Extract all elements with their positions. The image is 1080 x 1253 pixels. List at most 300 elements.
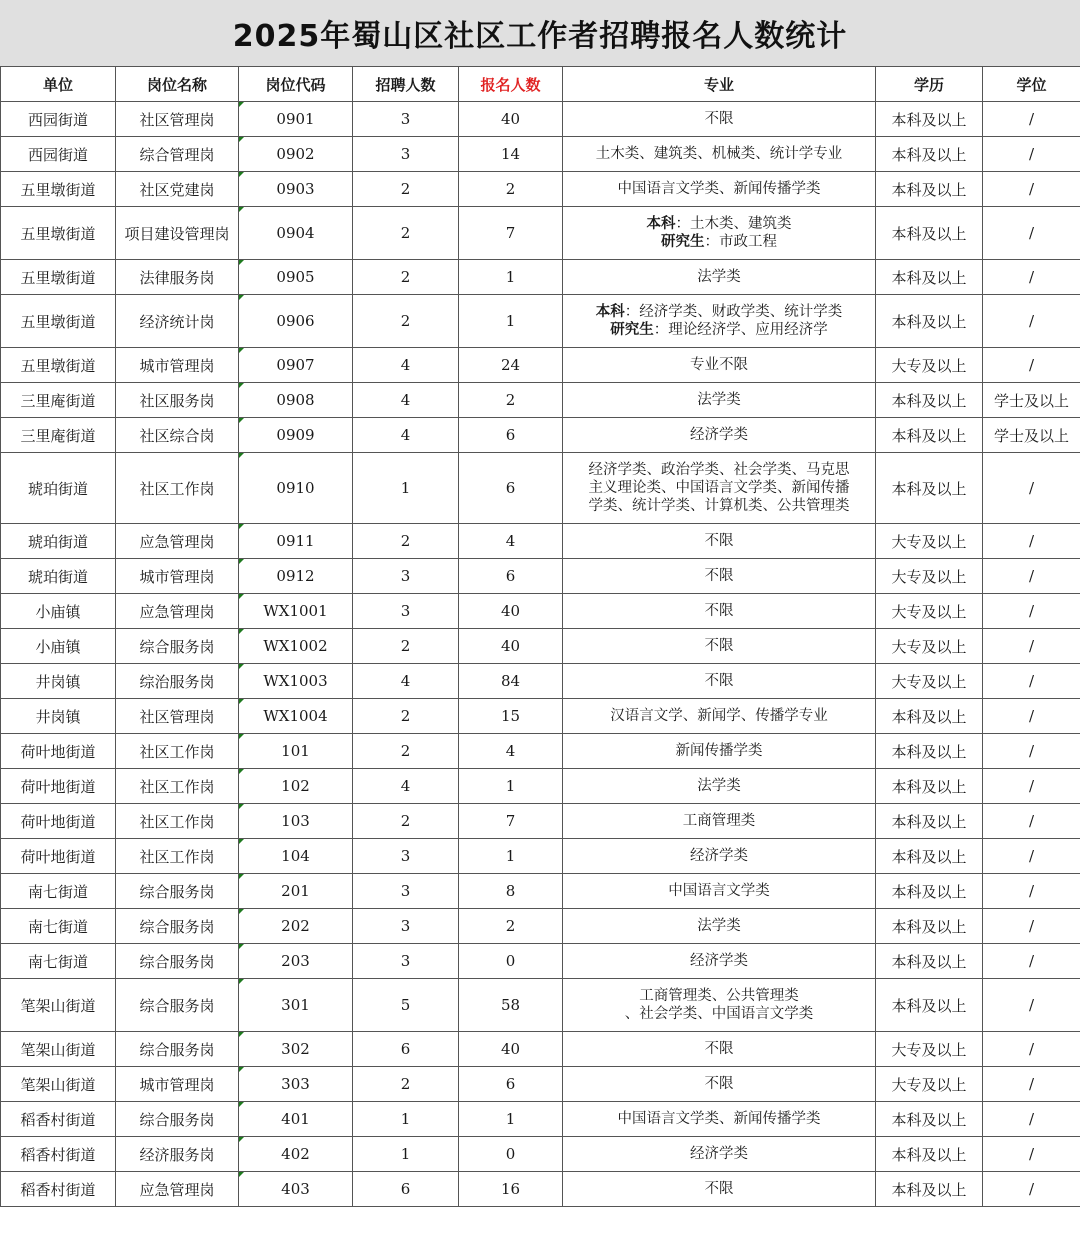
cell-unit: 琥珀街道 bbox=[1, 453, 116, 524]
cell-code-text: 0911 bbox=[276, 532, 315, 550]
cell-position: 社区工作岗 bbox=[116, 769, 239, 804]
header-applicants: 报名人数 bbox=[459, 67, 563, 102]
cell-degree: / bbox=[983, 699, 1080, 734]
cell-position: 应急管理岗 bbox=[116, 1172, 239, 1207]
table-row bbox=[1, 453, 1080, 524]
cell-quota: 4 bbox=[353, 383, 459, 418]
cell-quota: 3 bbox=[353, 909, 459, 944]
cell-position: 综合服务岗 bbox=[116, 909, 239, 944]
major-line: 不限 bbox=[704, 1181, 734, 1197]
page-title: 2025年蜀山区社区工作者招聘报名人数统计 bbox=[0, 0, 1080, 66]
cell-education: 本科及以上 bbox=[876, 874, 983, 909]
table-row bbox=[1, 260, 1080, 295]
major-line-label: 研究生 bbox=[610, 322, 654, 338]
cell-applicants: 2 bbox=[459, 172, 563, 207]
cell-education: 本科及以上 bbox=[876, 418, 983, 453]
cell-education: 本科及以上 bbox=[876, 260, 983, 295]
cell-unit: 笔架山街道 bbox=[1, 979, 116, 1032]
cell-marker-icon bbox=[239, 559, 244, 564]
cell-quota: 2 bbox=[353, 1067, 459, 1102]
cell-code bbox=[239, 1102, 353, 1137]
cell-marker-icon bbox=[239, 1137, 244, 1142]
cell-marker-icon bbox=[239, 1172, 244, 1177]
cell-education: 大专及以上 bbox=[876, 664, 983, 699]
cell-education: 大专及以上 bbox=[876, 348, 983, 383]
major-line: 不限 bbox=[704, 568, 734, 584]
major-line: 主义理论类、中国语言文学类、新闻传播 bbox=[588, 480, 850, 496]
header-quota: 招聘人数 bbox=[353, 67, 459, 102]
cell-quota: 1 bbox=[353, 1137, 459, 1172]
major-line-label: 本科 bbox=[595, 304, 625, 320]
cell-marker-icon bbox=[239, 909, 244, 914]
cell-education: 本科及以上 bbox=[876, 1172, 983, 1207]
major-line-text: ：市政工程 bbox=[704, 234, 777, 250]
cell-applicants: 2 bbox=[459, 909, 563, 944]
cell-code bbox=[239, 172, 353, 207]
cell-quota: 2 bbox=[353, 734, 459, 769]
cell-code-text: 0906 bbox=[276, 312, 315, 330]
cell-education: 本科及以上 bbox=[876, 207, 983, 260]
cell-code-text: 0901 bbox=[276, 110, 315, 128]
cell-major bbox=[563, 594, 876, 629]
cell-quota: 4 bbox=[353, 664, 459, 699]
cell-code bbox=[239, 1032, 353, 1067]
cell-education: 本科及以上 bbox=[876, 453, 983, 524]
cell-code-text: 0904 bbox=[276, 224, 315, 242]
major-line: 经济学类 bbox=[690, 427, 748, 443]
cell-marker-icon bbox=[239, 839, 244, 844]
major-line: 不限 bbox=[704, 533, 734, 549]
cell-major bbox=[563, 1067, 876, 1102]
cell-code-text: 0903 bbox=[276, 180, 315, 198]
cell-position: 社区综合岗 bbox=[116, 418, 239, 453]
major-line: 法学类 bbox=[697, 392, 741, 408]
table-row bbox=[1, 524, 1080, 559]
major-line: 经济学类 bbox=[690, 1146, 748, 1162]
table-row bbox=[1, 207, 1080, 260]
cell-major bbox=[563, 629, 876, 664]
table-row bbox=[1, 839, 1080, 874]
cell-position: 城市管理岗 bbox=[116, 1067, 239, 1102]
cell-education: 本科及以上 bbox=[876, 804, 983, 839]
cell-major bbox=[563, 137, 876, 172]
cell-major bbox=[563, 1032, 876, 1067]
cell-unit: 荷叶地街道 bbox=[1, 734, 116, 769]
cell-code-text: 203 bbox=[281, 952, 310, 970]
cell-unit: 三里庵街道 bbox=[1, 418, 116, 453]
cell-unit: 南七街道 bbox=[1, 874, 116, 909]
cell-code bbox=[239, 594, 353, 629]
cell-degree: / bbox=[983, 1102, 1080, 1137]
cell-quota: 4 bbox=[353, 769, 459, 804]
cell-position: 应急管理岗 bbox=[116, 524, 239, 559]
cell-major bbox=[563, 1172, 876, 1207]
cell-code bbox=[239, 137, 353, 172]
cell-position: 社区党建岗 bbox=[116, 172, 239, 207]
header-code: 岗位代码 bbox=[239, 67, 353, 102]
table-row bbox=[1, 769, 1080, 804]
cell-code-text: 302 bbox=[281, 1040, 310, 1058]
cell-code bbox=[239, 1137, 353, 1172]
cell-applicants: 40 bbox=[459, 594, 563, 629]
cell-marker-icon bbox=[239, 944, 244, 949]
cell-unit: 五里墩街道 bbox=[1, 295, 116, 348]
cell-code-text: 102 bbox=[281, 777, 310, 795]
cell-quota: 3 bbox=[353, 594, 459, 629]
cell-code-text: 403 bbox=[281, 1180, 310, 1198]
cell-code-text: 303 bbox=[281, 1075, 310, 1093]
cell-major bbox=[563, 734, 876, 769]
cell-applicants: 40 bbox=[459, 102, 563, 137]
cell-code-text: 301 bbox=[281, 996, 310, 1014]
cell-education: 大专及以上 bbox=[876, 559, 983, 594]
cell-position: 社区管理岗 bbox=[116, 102, 239, 137]
cell-applicants: 2 bbox=[459, 383, 563, 418]
cell-code bbox=[239, 418, 353, 453]
header-education: 学历 bbox=[876, 67, 983, 102]
major-line: 经济学类 bbox=[690, 848, 748, 864]
cell-position: 经济服务岗 bbox=[116, 1137, 239, 1172]
cell-major bbox=[563, 699, 876, 734]
cell-unit: 小庙镇 bbox=[1, 594, 116, 629]
cell-quota: 2 bbox=[353, 260, 459, 295]
cell-marker-icon bbox=[239, 418, 244, 423]
cell-quota: 2 bbox=[353, 629, 459, 664]
cell-degree: / bbox=[983, 348, 1080, 383]
cell-code-text: 0907 bbox=[276, 356, 315, 374]
table-row bbox=[1, 559, 1080, 594]
cell-code-text: WX1001 bbox=[263, 602, 328, 620]
cell-quota: 6 bbox=[353, 1032, 459, 1067]
cell-position: 经济统计岗 bbox=[116, 295, 239, 348]
cell-unit: 笔架山街道 bbox=[1, 1032, 116, 1067]
cell-marker-icon bbox=[239, 207, 244, 212]
header-position: 岗位名称 bbox=[116, 67, 239, 102]
cell-marker-icon bbox=[239, 453, 244, 458]
cell-code bbox=[239, 734, 353, 769]
cell-education: 大专及以上 bbox=[876, 1067, 983, 1102]
cell-quota: 2 bbox=[353, 804, 459, 839]
cell-unit: 稻香村街道 bbox=[1, 1172, 116, 1207]
cell-unit: 西园街道 bbox=[1, 137, 116, 172]
cell-unit: 井岗镇 bbox=[1, 699, 116, 734]
cell-degree: / bbox=[983, 1067, 1080, 1102]
major-line: 不限 bbox=[704, 603, 734, 619]
cell-code bbox=[239, 348, 353, 383]
cell-applicants: 1 bbox=[459, 260, 563, 295]
cell-position: 综合服务岗 bbox=[116, 874, 239, 909]
table-row bbox=[1, 979, 1080, 1032]
major-line-text: ：土木类、建筑类 bbox=[675, 216, 792, 232]
cell-quota: 3 bbox=[353, 559, 459, 594]
cell-education: 本科及以上 bbox=[876, 383, 983, 418]
cell-unit: 荷叶地街道 bbox=[1, 769, 116, 804]
cell-degree: / bbox=[983, 524, 1080, 559]
cell-code-text: 402 bbox=[281, 1145, 310, 1163]
major-line: 不限 bbox=[704, 638, 734, 654]
cell-education: 本科及以上 bbox=[876, 769, 983, 804]
cell-applicants: 6 bbox=[459, 453, 563, 524]
cell-major bbox=[563, 804, 876, 839]
cell-marker-icon bbox=[239, 664, 244, 669]
table-row bbox=[1, 1102, 1080, 1137]
cell-education: 本科及以上 bbox=[876, 295, 983, 348]
cell-degree: / bbox=[983, 839, 1080, 874]
cell-major bbox=[563, 979, 876, 1032]
major-line: 法学类 bbox=[697, 269, 741, 285]
cell-unit: 荷叶地街道 bbox=[1, 839, 116, 874]
table-row bbox=[1, 102, 1080, 137]
cell-major bbox=[563, 524, 876, 559]
cell-degree: / bbox=[983, 207, 1080, 260]
cell-education: 本科及以上 bbox=[876, 1137, 983, 1172]
cell-degree: / bbox=[983, 1137, 1080, 1172]
cell-marker-icon bbox=[239, 699, 244, 704]
cell-applicants: 1 bbox=[459, 1102, 563, 1137]
cell-education: 本科及以上 bbox=[876, 102, 983, 137]
cell-quota: 2 bbox=[353, 172, 459, 207]
cell-major bbox=[563, 1137, 876, 1172]
cell-quota: 3 bbox=[353, 839, 459, 874]
major-line-label: 本科 bbox=[646, 216, 676, 232]
cell-code bbox=[239, 383, 353, 418]
cell-education: 本科及以上 bbox=[876, 944, 983, 979]
cell-position: 综合服务岗 bbox=[116, 629, 239, 664]
cell-degree: / bbox=[983, 874, 1080, 909]
cell-major bbox=[563, 207, 876, 260]
cell-unit: 琥珀街道 bbox=[1, 524, 116, 559]
cell-quota: 2 bbox=[353, 295, 459, 348]
major-line: 中国语言文学类、新闻传播学类 bbox=[617, 181, 821, 197]
cell-marker-icon bbox=[239, 979, 244, 984]
major-line: 法学类 bbox=[697, 918, 741, 934]
cell-marker-icon bbox=[239, 874, 244, 879]
cell-applicants: 6 bbox=[459, 418, 563, 453]
cell-education: 大专及以上 bbox=[876, 629, 983, 664]
cell-applicants: 1 bbox=[459, 295, 563, 348]
cell-code bbox=[239, 944, 353, 979]
cell-marker-icon bbox=[239, 260, 244, 265]
cell-code-text: 201 bbox=[281, 882, 310, 900]
cell-degree: / bbox=[983, 1032, 1080, 1067]
cell-code bbox=[239, 1067, 353, 1102]
cell-applicants: 24 bbox=[459, 348, 563, 383]
cell-position: 城市管理岗 bbox=[116, 559, 239, 594]
cell-position: 综合服务岗 bbox=[116, 979, 239, 1032]
cell-education: 本科及以上 bbox=[876, 734, 983, 769]
major-line: 新闻传播学类 bbox=[675, 743, 763, 759]
cell-education: 本科及以上 bbox=[876, 909, 983, 944]
cell-marker-icon bbox=[239, 524, 244, 529]
cell-position: 社区工作岗 bbox=[116, 734, 239, 769]
cell-applicants: 58 bbox=[459, 979, 563, 1032]
cell-marker-icon bbox=[239, 629, 244, 634]
cell-position: 法律服务岗 bbox=[116, 260, 239, 295]
cell-marker-icon bbox=[239, 804, 244, 809]
cell-unit: 南七街道 bbox=[1, 909, 116, 944]
cell-marker-icon bbox=[239, 769, 244, 774]
cell-marker-icon bbox=[239, 1067, 244, 1072]
cell-position: 综合服务岗 bbox=[116, 1102, 239, 1137]
table-row bbox=[1, 629, 1080, 664]
cell-quota: 6 bbox=[353, 1172, 459, 1207]
cell-position: 社区管理岗 bbox=[116, 699, 239, 734]
cell-degree: / bbox=[983, 979, 1080, 1032]
cell-code bbox=[239, 839, 353, 874]
header-major: 专业 bbox=[563, 67, 876, 102]
cell-code-text: 0902 bbox=[276, 145, 315, 163]
cell-position: 社区工作岗 bbox=[116, 839, 239, 874]
cell-position: 综合服务岗 bbox=[116, 1032, 239, 1067]
cell-unit: 西园街道 bbox=[1, 102, 116, 137]
cell-code-text: 101 bbox=[281, 742, 310, 760]
cell-code bbox=[239, 629, 353, 664]
major-line: 经济学类、政治学类、社会学类、马克思 bbox=[588, 462, 850, 478]
cell-code-text: 0905 bbox=[276, 268, 315, 286]
cell-position: 项目建设管理岗 bbox=[116, 207, 239, 260]
cell-unit: 笔架山街道 bbox=[1, 1067, 116, 1102]
cell-position: 综治服务岗 bbox=[116, 664, 239, 699]
cell-code bbox=[239, 453, 353, 524]
major-line-text: ：经济学类、财政学类、统计学类 bbox=[624, 304, 843, 320]
cell-degree: / bbox=[983, 664, 1080, 699]
cell-degree: 学士及以上 bbox=[983, 418, 1080, 453]
cell-unit: 小庙镇 bbox=[1, 629, 116, 664]
major-line: 土木类、建筑类、机械类、统计学专业 bbox=[595, 146, 843, 162]
major-line: 中国语言文学类 bbox=[668, 883, 770, 899]
cell-applicants: 40 bbox=[459, 1032, 563, 1067]
major-line bbox=[565, 233, 873, 251]
major-line: 不限 bbox=[704, 1076, 734, 1092]
cell-applicants: 1 bbox=[459, 839, 563, 874]
cell-applicants: 0 bbox=[459, 1137, 563, 1172]
cell-major bbox=[563, 874, 876, 909]
major-line-text: ：理论经济学、应用经济学 bbox=[653, 322, 828, 338]
cell-marker-icon bbox=[239, 172, 244, 177]
cell-education: 本科及以上 bbox=[876, 1102, 983, 1137]
cell-degree: / bbox=[983, 453, 1080, 524]
cell-marker-icon bbox=[239, 295, 244, 300]
table-row bbox=[1, 1137, 1080, 1172]
cell-code bbox=[239, 874, 353, 909]
major-line bbox=[565, 215, 873, 233]
cell-education: 大专及以上 bbox=[876, 1032, 983, 1067]
major-line: 中国语言文学类、新闻传播学类 bbox=[617, 1111, 821, 1127]
cell-code bbox=[239, 295, 353, 348]
table-row bbox=[1, 1067, 1080, 1102]
major-line: 工商管理类 bbox=[682, 813, 756, 829]
cell-code-text: 401 bbox=[281, 1110, 310, 1128]
major-line: 不限 bbox=[704, 111, 734, 127]
cell-quota: 3 bbox=[353, 874, 459, 909]
major-line bbox=[565, 321, 873, 339]
cell-quota: 3 bbox=[353, 944, 459, 979]
cell-major bbox=[563, 944, 876, 979]
cell-code-text: 202 bbox=[281, 917, 310, 935]
major-line: 专业不限 bbox=[690, 357, 748, 373]
major-line: 经济学类 bbox=[690, 953, 748, 969]
cell-major bbox=[563, 839, 876, 874]
recruitment-table bbox=[0, 66, 1080, 1207]
cell-quota: 3 bbox=[353, 102, 459, 137]
major-line-label: 研究生 bbox=[661, 234, 705, 250]
cell-degree: / bbox=[983, 295, 1080, 348]
cell-code bbox=[239, 260, 353, 295]
cell-applicants: 8 bbox=[459, 874, 563, 909]
table-header-row bbox=[1, 67, 1080, 102]
cell-applicants: 4 bbox=[459, 524, 563, 559]
cell-major bbox=[563, 418, 876, 453]
cell-degree: / bbox=[983, 260, 1080, 295]
table-row bbox=[1, 348, 1080, 383]
major-line: 汉语言文学、新闻学、传播学专业 bbox=[610, 708, 828, 724]
header-degree: 学位 bbox=[983, 67, 1080, 102]
cell-applicants: 16 bbox=[459, 1172, 563, 1207]
table-row bbox=[1, 804, 1080, 839]
cell-quota: 2 bbox=[353, 524, 459, 559]
cell-marker-icon bbox=[239, 734, 244, 739]
major-line: 工商管理类、公共管理类 bbox=[639, 988, 799, 1004]
cell-unit: 五里墩街道 bbox=[1, 172, 116, 207]
cell-marker-icon bbox=[239, 137, 244, 142]
cell-education: 本科及以上 bbox=[876, 137, 983, 172]
cell-unit: 三里庵街道 bbox=[1, 383, 116, 418]
cell-applicants: 7 bbox=[459, 207, 563, 260]
cell-position: 社区服务岗 bbox=[116, 383, 239, 418]
cell-major bbox=[563, 260, 876, 295]
cell-degree: / bbox=[983, 102, 1080, 137]
cell-applicants: 4 bbox=[459, 734, 563, 769]
cell-code bbox=[239, 1172, 353, 1207]
cell-quota: 4 bbox=[353, 348, 459, 383]
cell-degree: / bbox=[983, 734, 1080, 769]
cell-code bbox=[239, 664, 353, 699]
cell-position: 应急管理岗 bbox=[116, 594, 239, 629]
cell-code bbox=[239, 559, 353, 594]
cell-degree: / bbox=[983, 629, 1080, 664]
major-line: 不限 bbox=[704, 673, 734, 689]
cell-degree: / bbox=[983, 804, 1080, 839]
cell-quota: 4 bbox=[353, 418, 459, 453]
cell-applicants: 40 bbox=[459, 629, 563, 664]
cell-degree: 学士及以上 bbox=[983, 383, 1080, 418]
cell-marker-icon bbox=[239, 348, 244, 353]
cell-major bbox=[563, 769, 876, 804]
cell-education: 大专及以上 bbox=[876, 524, 983, 559]
cell-applicants: 15 bbox=[459, 699, 563, 734]
cell-major bbox=[563, 102, 876, 137]
cell-marker-icon bbox=[239, 102, 244, 107]
table-row bbox=[1, 383, 1080, 418]
cell-education: 本科及以上 bbox=[876, 172, 983, 207]
cell-applicants: 6 bbox=[459, 1067, 563, 1102]
table-row bbox=[1, 944, 1080, 979]
major-line: 不限 bbox=[704, 1041, 734, 1057]
cell-code-text: 0909 bbox=[276, 426, 315, 444]
table-row bbox=[1, 172, 1080, 207]
cell-major bbox=[563, 383, 876, 418]
cell-code bbox=[239, 102, 353, 137]
table-row bbox=[1, 874, 1080, 909]
table-row bbox=[1, 594, 1080, 629]
cell-marker-icon bbox=[239, 1102, 244, 1107]
cell-applicants: 6 bbox=[459, 559, 563, 594]
cell-unit: 琥珀街道 bbox=[1, 559, 116, 594]
table-row bbox=[1, 664, 1080, 699]
cell-code-text: 104 bbox=[281, 847, 310, 865]
cell-code bbox=[239, 909, 353, 944]
cell-code-text: 0910 bbox=[276, 479, 315, 497]
